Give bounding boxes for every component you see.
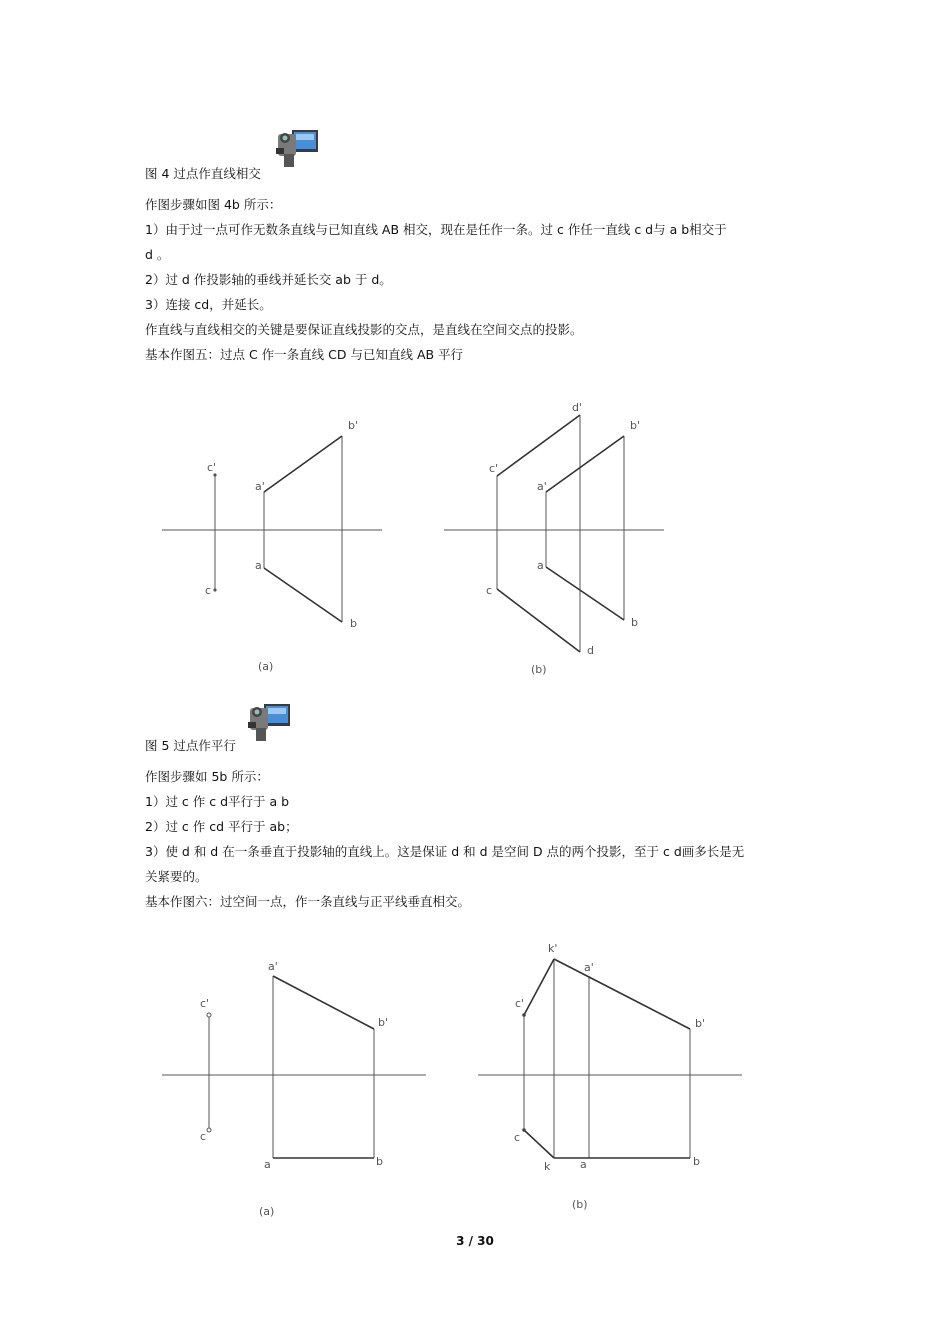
label: a — [580, 1158, 587, 1171]
subfigure-label: (b) — [531, 663, 547, 676]
label: k — [544, 1160, 551, 1173]
label: b' — [348, 419, 359, 432]
label: b — [693, 1155, 700, 1168]
subfigure-label: (b) — [572, 1198, 588, 1211]
label: c' — [200, 997, 210, 1010]
label: k' — [548, 942, 558, 955]
label: a — [255, 559, 262, 572]
label: b — [350, 617, 357, 630]
label: a — [264, 1158, 271, 1171]
label: c — [200, 1130, 207, 1143]
label: a — [537, 559, 544, 572]
label: b — [631, 616, 638, 629]
paragraph: d 。 — [145, 247, 170, 262]
label: c' — [515, 997, 525, 1010]
paragraph: 作直线与直线相交的关键是要保证直线投影的交点，是直线在空间交点的投影。 — [145, 322, 583, 337]
label: d — [587, 644, 594, 657]
figure-5-caption: 图 5 过点作平行 — [145, 738, 236, 753]
label: c' — [207, 461, 217, 474]
paragraph: 作图步骤如图 4b 所示： — [145, 197, 282, 212]
label: c — [514, 1131, 521, 1144]
subfigure-label: (a) — [259, 1205, 275, 1218]
label: b' — [378, 1016, 389, 1029]
paragraph: 2）过 d 作投影轴的垂线并延长交 ab 于 d。 — [145, 272, 392, 287]
paragraph: 3）使 d 和 d 在一条垂直于投影轴的直线上。这是保证 d 和 d 是空间 D 点的两个投影，至于 c d画多长是无 — [145, 844, 745, 859]
page-number: 3 / 30 — [456, 1234, 494, 1248]
section-heading: 基本作图五：过点 C 作一条直线 CD 与已知直线 AB 平行 — [145, 347, 464, 362]
label: b' — [695, 1017, 706, 1030]
paragraph: 1）过 c 作 c d平行于 a b — [145, 794, 290, 809]
label: a' — [255, 480, 265, 493]
label: a' — [268, 960, 278, 973]
label: c — [205, 584, 212, 597]
label: b — [376, 1155, 383, 1168]
paragraph: 3）连接 cd，并延长。 — [145, 297, 272, 312]
paragraph: 关紧要的。 — [145, 869, 208, 884]
label: a' — [584, 961, 594, 974]
paragraph: 1）由于过一点可作无数条直线与已知直线 AB 相交，现在是任作一条。过 c 作任一直线 c d与 a b相交于 — [145, 222, 727, 237]
section-heading: 基本作图六：过空间一点，作一条直线与正平线垂直相交。 — [145, 894, 471, 909]
paragraph: 2）过 c 作 cd 平行于 ab； — [145, 819, 298, 834]
label: b' — [630, 419, 641, 432]
label: d' — [572, 401, 583, 414]
label: c — [486, 584, 493, 597]
label: a' — [537, 480, 547, 493]
paragraph: 作图步骤如 5b 所示： — [145, 769, 269, 784]
subfigure-label: (a) — [258, 660, 274, 673]
figure-4-caption: 图 4 过点作直线相交 — [145, 166, 261, 181]
label: c' — [489, 462, 499, 475]
